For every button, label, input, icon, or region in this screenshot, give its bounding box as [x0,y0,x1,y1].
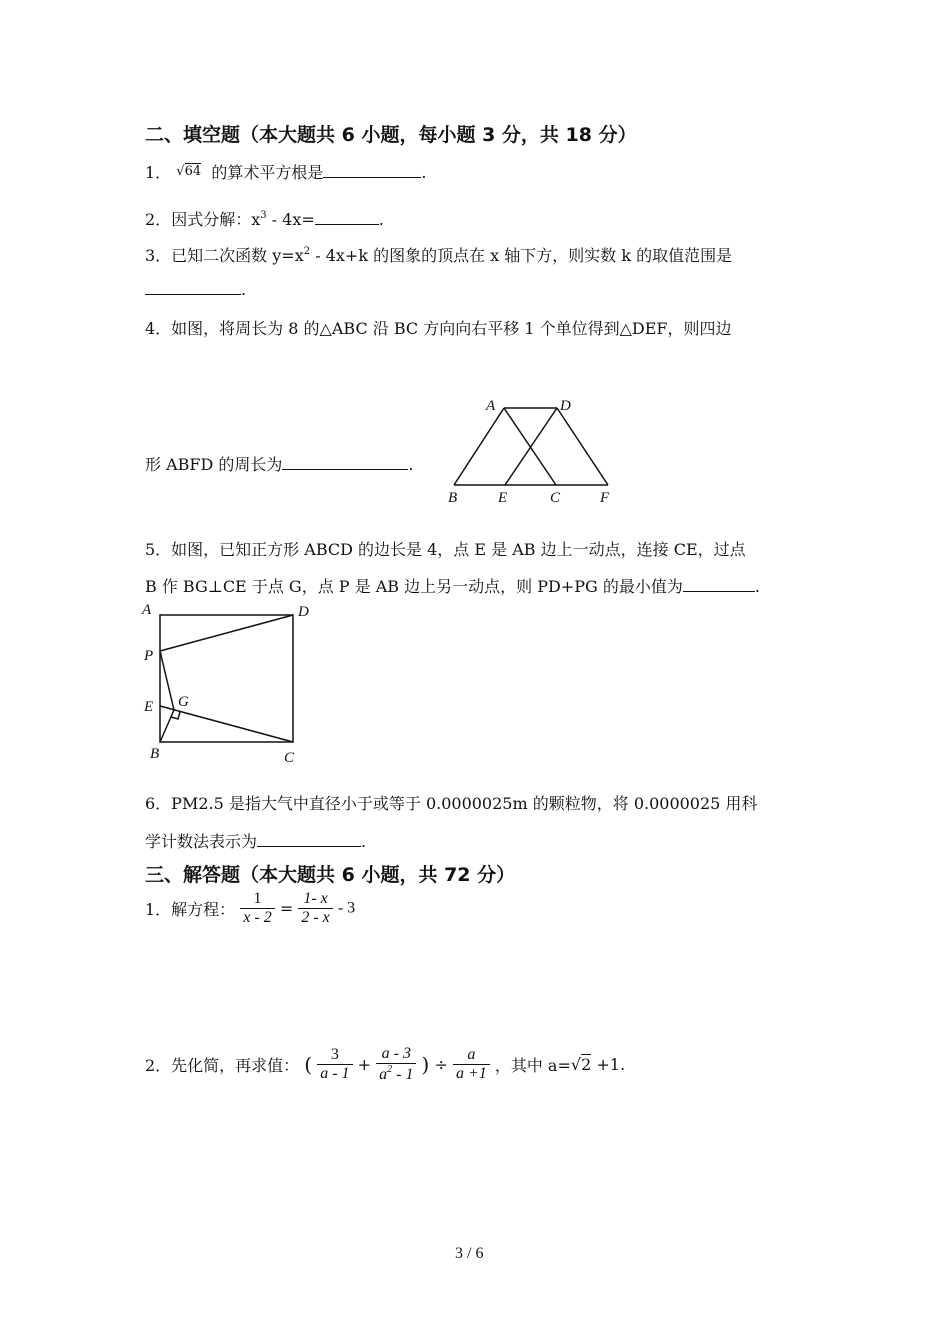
q1-end: . [421,163,427,182]
s3-q2-paren-close: ) [421,1052,430,1077]
s3-q2-sqrt-value: 2 [581,1055,592,1074]
s3-q2-f1-denominator: a - 1 [317,1064,352,1083]
q3-line2 [145,280,246,299]
q5-end: . [754,577,760,596]
q4-segment-DE [505,408,557,485]
q5-segment-PD [160,615,293,651]
q5-label-A: A [142,602,152,618]
s3-q2-label: 2．先化简，再求值： [145,1056,300,1075]
s3-q1-f2-numerator: 1- x [303,890,328,907]
s3-q2-f3-numerator: a [467,1046,476,1063]
q5-label-D: D [298,604,309,620]
q4-label-D: D [560,398,571,414]
q5-segment-BG [160,710,174,742]
q3-text-rest: - 4x+k 的图象的顶点在 x 轴下方，则实数 k 的取值范围是 [310,246,733,265]
q3-text: 3．已知二次函数 y=x [145,246,304,265]
s3-q2-f2-den-base: a [379,1066,388,1083]
q4-figure [440,395,630,510]
q1-number: 1． [145,163,172,182]
s3-q2-f2-denominator [376,1063,416,1084]
s3-q2-paren-open: ( [304,1052,313,1077]
q1-answer-blank[interactable] [323,163,421,178]
q5-label-B: B [150,746,160,762]
q4-segment-AC [504,408,556,485]
q4-label-B: B [448,490,458,506]
s3-q2-f2-numerator: a - 3 [381,1045,411,1062]
s3-q2-f1-numerator: 3 [330,1046,339,1063]
q6-end: . [361,832,367,851]
page-number: 3 / 6 [455,1245,484,1262]
s3-q2-f2-den-exponent: 2 [387,1064,393,1075]
s3-q2 [145,1045,625,1084]
q5-segment-EC [160,706,293,742]
q4-label-A: A [486,398,496,414]
q4-end: . [408,455,414,474]
q2-answer-blank[interactable] [315,210,379,225]
s3-q2-fraction-2 [376,1045,416,1084]
q3-end: . [241,280,247,299]
q4-text: 形 ABFD 的周长为 [145,455,283,474]
q4-segment-DF [557,408,608,485]
q5-answer-blank[interactable] [683,577,755,592]
q4-label-E: E [498,490,508,506]
q4-answer-blank[interactable] [282,455,408,470]
q5-text: B 作 BG⊥CE 于点 G，点 P 是 AB 边上另一动点，则 PD+PG 的最小值为 [145,577,683,596]
q5-figure [138,600,318,770]
section3-title: 三、解答题（本大题共 6 小题，共 72 分） [145,864,516,886]
q5-label-G: G [178,694,189,710]
s3-q1-fraction-1 [240,890,274,927]
q1-text: 的算术平方根是 [211,163,324,182]
s3-q1 [145,890,355,927]
s3-q2-divide: ÷ [434,1055,448,1074]
s3-q2-f3-denominator: a +1 [453,1064,490,1083]
s3-q1-f1-numerator: 1 [253,890,262,907]
q5-segment-PG [160,651,174,710]
q4-label-F: F [600,490,610,506]
q5-square-ABCD [160,615,293,742]
s3-q2-plus: + [357,1055,372,1074]
q6-line1: 6．PM2.5 是指大气中直径小于或等于 0.0000025m 的颗粒物，将 0.0000025 用科 [145,794,758,813]
q5-label-C: C [284,750,295,766]
q6-text: 学计数法表示为 [145,832,258,851]
q4-label-C: C [550,490,561,506]
section2-title: 二、填空题（本大题共 6 小题，每小题 3 分，共 18 分） [145,124,637,146]
q2-exponent: 3 [260,210,267,221]
q4-segment-AB [454,408,504,485]
s3-q2-fraction-1 [317,1046,352,1083]
s3-q2-condition-end: +1. [591,1055,626,1074]
q5-label-E: E [144,699,154,715]
q5-label-P: P [144,648,154,664]
q3-exponent: 2 [303,246,311,257]
q2-text: 因式分解：x [171,210,261,229]
q4-line1: 4．如图，将周长为 8 的△ABC 沿 BC 方向向右平移 1 个单位得到△DEF，则四边 [145,319,732,338]
q5-line1: 5．如图，已知正方形 ABCD 的边长是 4，点 E 是 AB 边上一动点，连接 CE，过点 [145,540,746,559]
q3-line1 [145,243,732,266]
s3-q1-tail: - 3 [337,899,356,917]
s3-q2-f2-den-tail: - 1 [392,1066,414,1083]
s3-q1-fraction-2 [298,890,332,927]
q1-fill: 1． √64 的算术平方根是 . [145,163,427,182]
s3-q1-equals: = [279,899,294,918]
q2-number: 2． [145,210,172,229]
q4-line2 [145,452,414,475]
q6-line2 [145,829,366,852]
q2-text-rest: - 4x= [266,210,315,229]
s3-q1-f1-denominator: x - 2 [240,908,274,927]
s3-q2-fraction-3 [453,1046,490,1083]
q3-answer-blank[interactable] [145,280,241,295]
q1-sqrt-value: 64 [184,164,202,179]
s3-q2-sqrt: √2 [570,1055,592,1074]
q2-end: . [378,210,384,229]
q6-answer-blank[interactable] [257,832,361,847]
q5-line2 [145,574,760,597]
s3-q2-condition: ，其中 a= [494,1056,571,1075]
s3-q1-label: 1．解方程： [145,900,236,919]
s3-q1-f2-denominator: 2 - x [298,908,332,927]
q2-fill [145,207,384,230]
